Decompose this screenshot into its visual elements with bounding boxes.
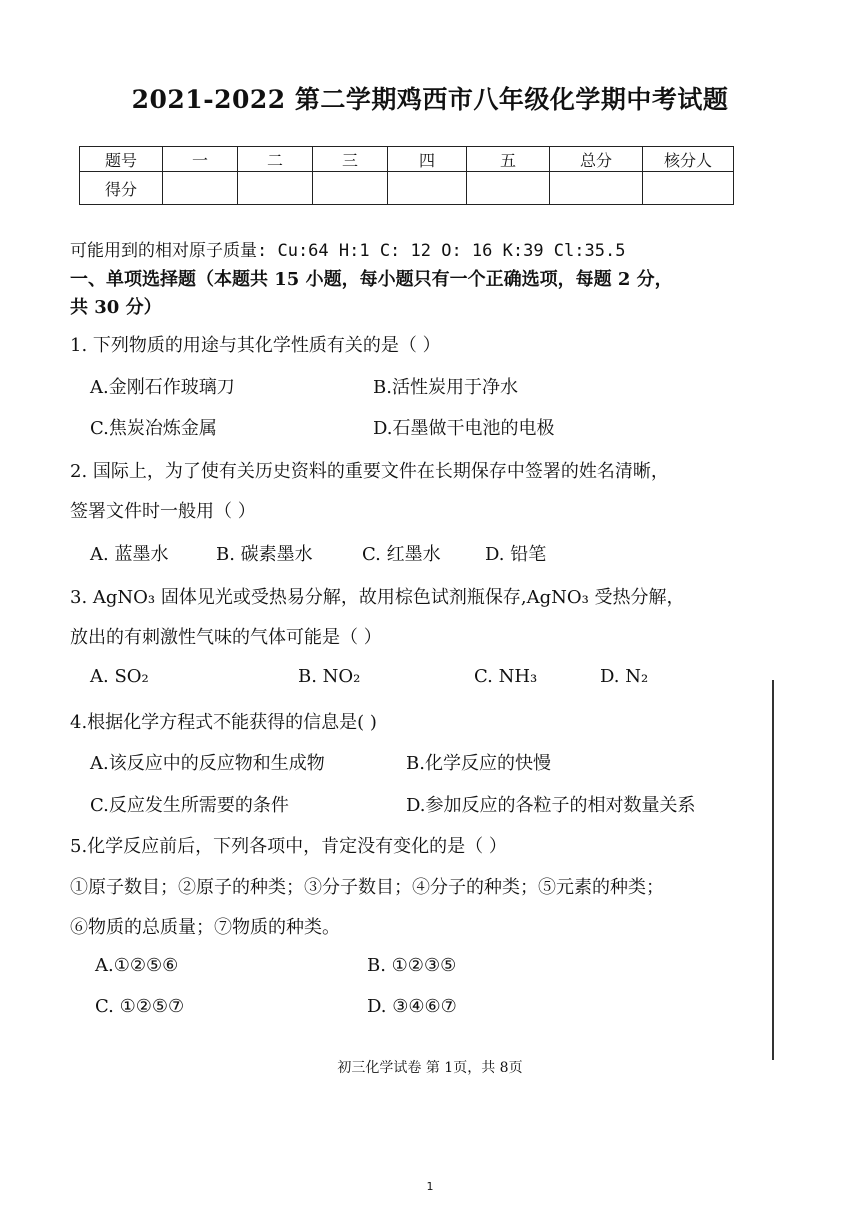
question-2-stem: 2. 国际上，为了使有关历史资料的重要文件在长期保存中签署的姓名清晰， — [70, 461, 669, 482]
question-4-option-d: D.参加反应的各粒子的相对数量关系 — [406, 795, 696, 816]
question-3-option-c: C. NH₃ — [474, 666, 538, 687]
score-header-cell: 一 — [163, 147, 238, 172]
score-table-header-row — [80, 147, 734, 172]
question-5-stem: 5.化学反应前后，下列各项中，肯定没有变化的是（ ） — [70, 836, 507, 857]
question-3-option-d: D. N₂ — [600, 666, 649, 687]
score-cell — [238, 172, 313, 205]
question-5-items-continued: ⑥物质的总质量；⑦物质的种类。 — [70, 917, 340, 938]
atomic-mass-line: 可能用到的相对原子质量: Cu:64 H:1 C: 12 O: 16 K:39 Cl:35.5 — [70, 241, 626, 261]
question-1-stem: 1. 下列物质的用途与其化学性质有关的是（ ） — [70, 335, 441, 356]
score-header-cell: 核分人 — [643, 147, 734, 172]
question-2-option-a: A. 蓝墨水 — [90, 544, 169, 565]
question-1-option-b: B.活性炭用于净水 — [373, 377, 518, 398]
score-table — [79, 146, 734, 205]
question-1-option-c: C.焦炭冶炼金属 — [90, 418, 217, 439]
question-2-option-c: C. 红墨水 — [362, 544, 441, 565]
question-4-option-b: B.化学反应的快慢 — [406, 753, 551, 774]
score-cell — [467, 172, 550, 205]
section-heading: 一、单项选择题（本题共 15 小题，每小题只有一个正确选项，每题 2 分， — [70, 269, 673, 290]
section-heading-continued: 共 30 分） — [70, 297, 162, 318]
question-3-option-b: B. NO₂ — [298, 666, 361, 687]
question-3-stem-continued: 放出的有刺激性气味的气体可能是（ ） — [70, 627, 382, 648]
question-5-items: ①原子数目；②原子的种类；③分子数目；④分子的种类；⑤元素的种类； — [70, 877, 664, 898]
question-2-option-d: D. 铅笔 — [485, 544, 547, 565]
question-5-option-a: A.①②⑤⑥ — [95, 955, 179, 976]
score-header-cell: 总分 — [550, 147, 643, 172]
score-table-score-row — [80, 172, 734, 205]
score-cell — [388, 172, 467, 205]
page-number: 1 — [426, 1180, 434, 1193]
question-4-stem: 4.根据化学方程式不能获得的信息是( ) — [70, 712, 377, 733]
question-1-option-d: D.石墨做干电池的电极 — [373, 418, 555, 439]
score-cell — [550, 172, 643, 205]
score-header-cell: 二 — [238, 147, 313, 172]
score-header-cell: 五 — [467, 147, 550, 172]
score-row-label: 得分 — [80, 172, 163, 205]
page-title: 2021-2022 第二学期鸡西市八年级化学期中考试题 — [131, 85, 729, 114]
page-footer: 初三化学试卷 第 1页，共 8页 — [337, 1060, 523, 1076]
scan-edge-line — [772, 680, 774, 1060]
question-2-stem-continued: 签署文件时一般用（ ） — [70, 501, 256, 522]
question-3-stem: 3. AgNO₃ 固体见光或受热易分解，故用棕色试剂瓶保存,AgNO₃ 受热分解， — [70, 587, 685, 608]
score-cell — [313, 172, 388, 205]
question-2-option-b: B. 碳素墨水 — [216, 544, 313, 565]
question-5-option-c: C. ①②⑤⑦ — [95, 996, 185, 1017]
question-3-option-a: A. SO₂ — [90, 666, 149, 687]
question-4-option-c: C.反应发生所需要的条件 — [90, 795, 289, 816]
score-header-cell: 题号 — [80, 147, 163, 172]
question-5-option-d: D. ③④⑥⑦ — [367, 996, 457, 1017]
score-cell — [643, 172, 734, 205]
score-header-cell: 四 — [388, 147, 467, 172]
question-5-option-b: B. ①②③⑤ — [367, 955, 457, 976]
question-1-option-a: A.金刚石作玻璃刀 — [90, 377, 235, 398]
question-4-option-a: A.该反应中的反应物和生成物 — [90, 753, 325, 774]
score-header-cell: 三 — [313, 147, 388, 172]
score-cell — [163, 172, 238, 205]
